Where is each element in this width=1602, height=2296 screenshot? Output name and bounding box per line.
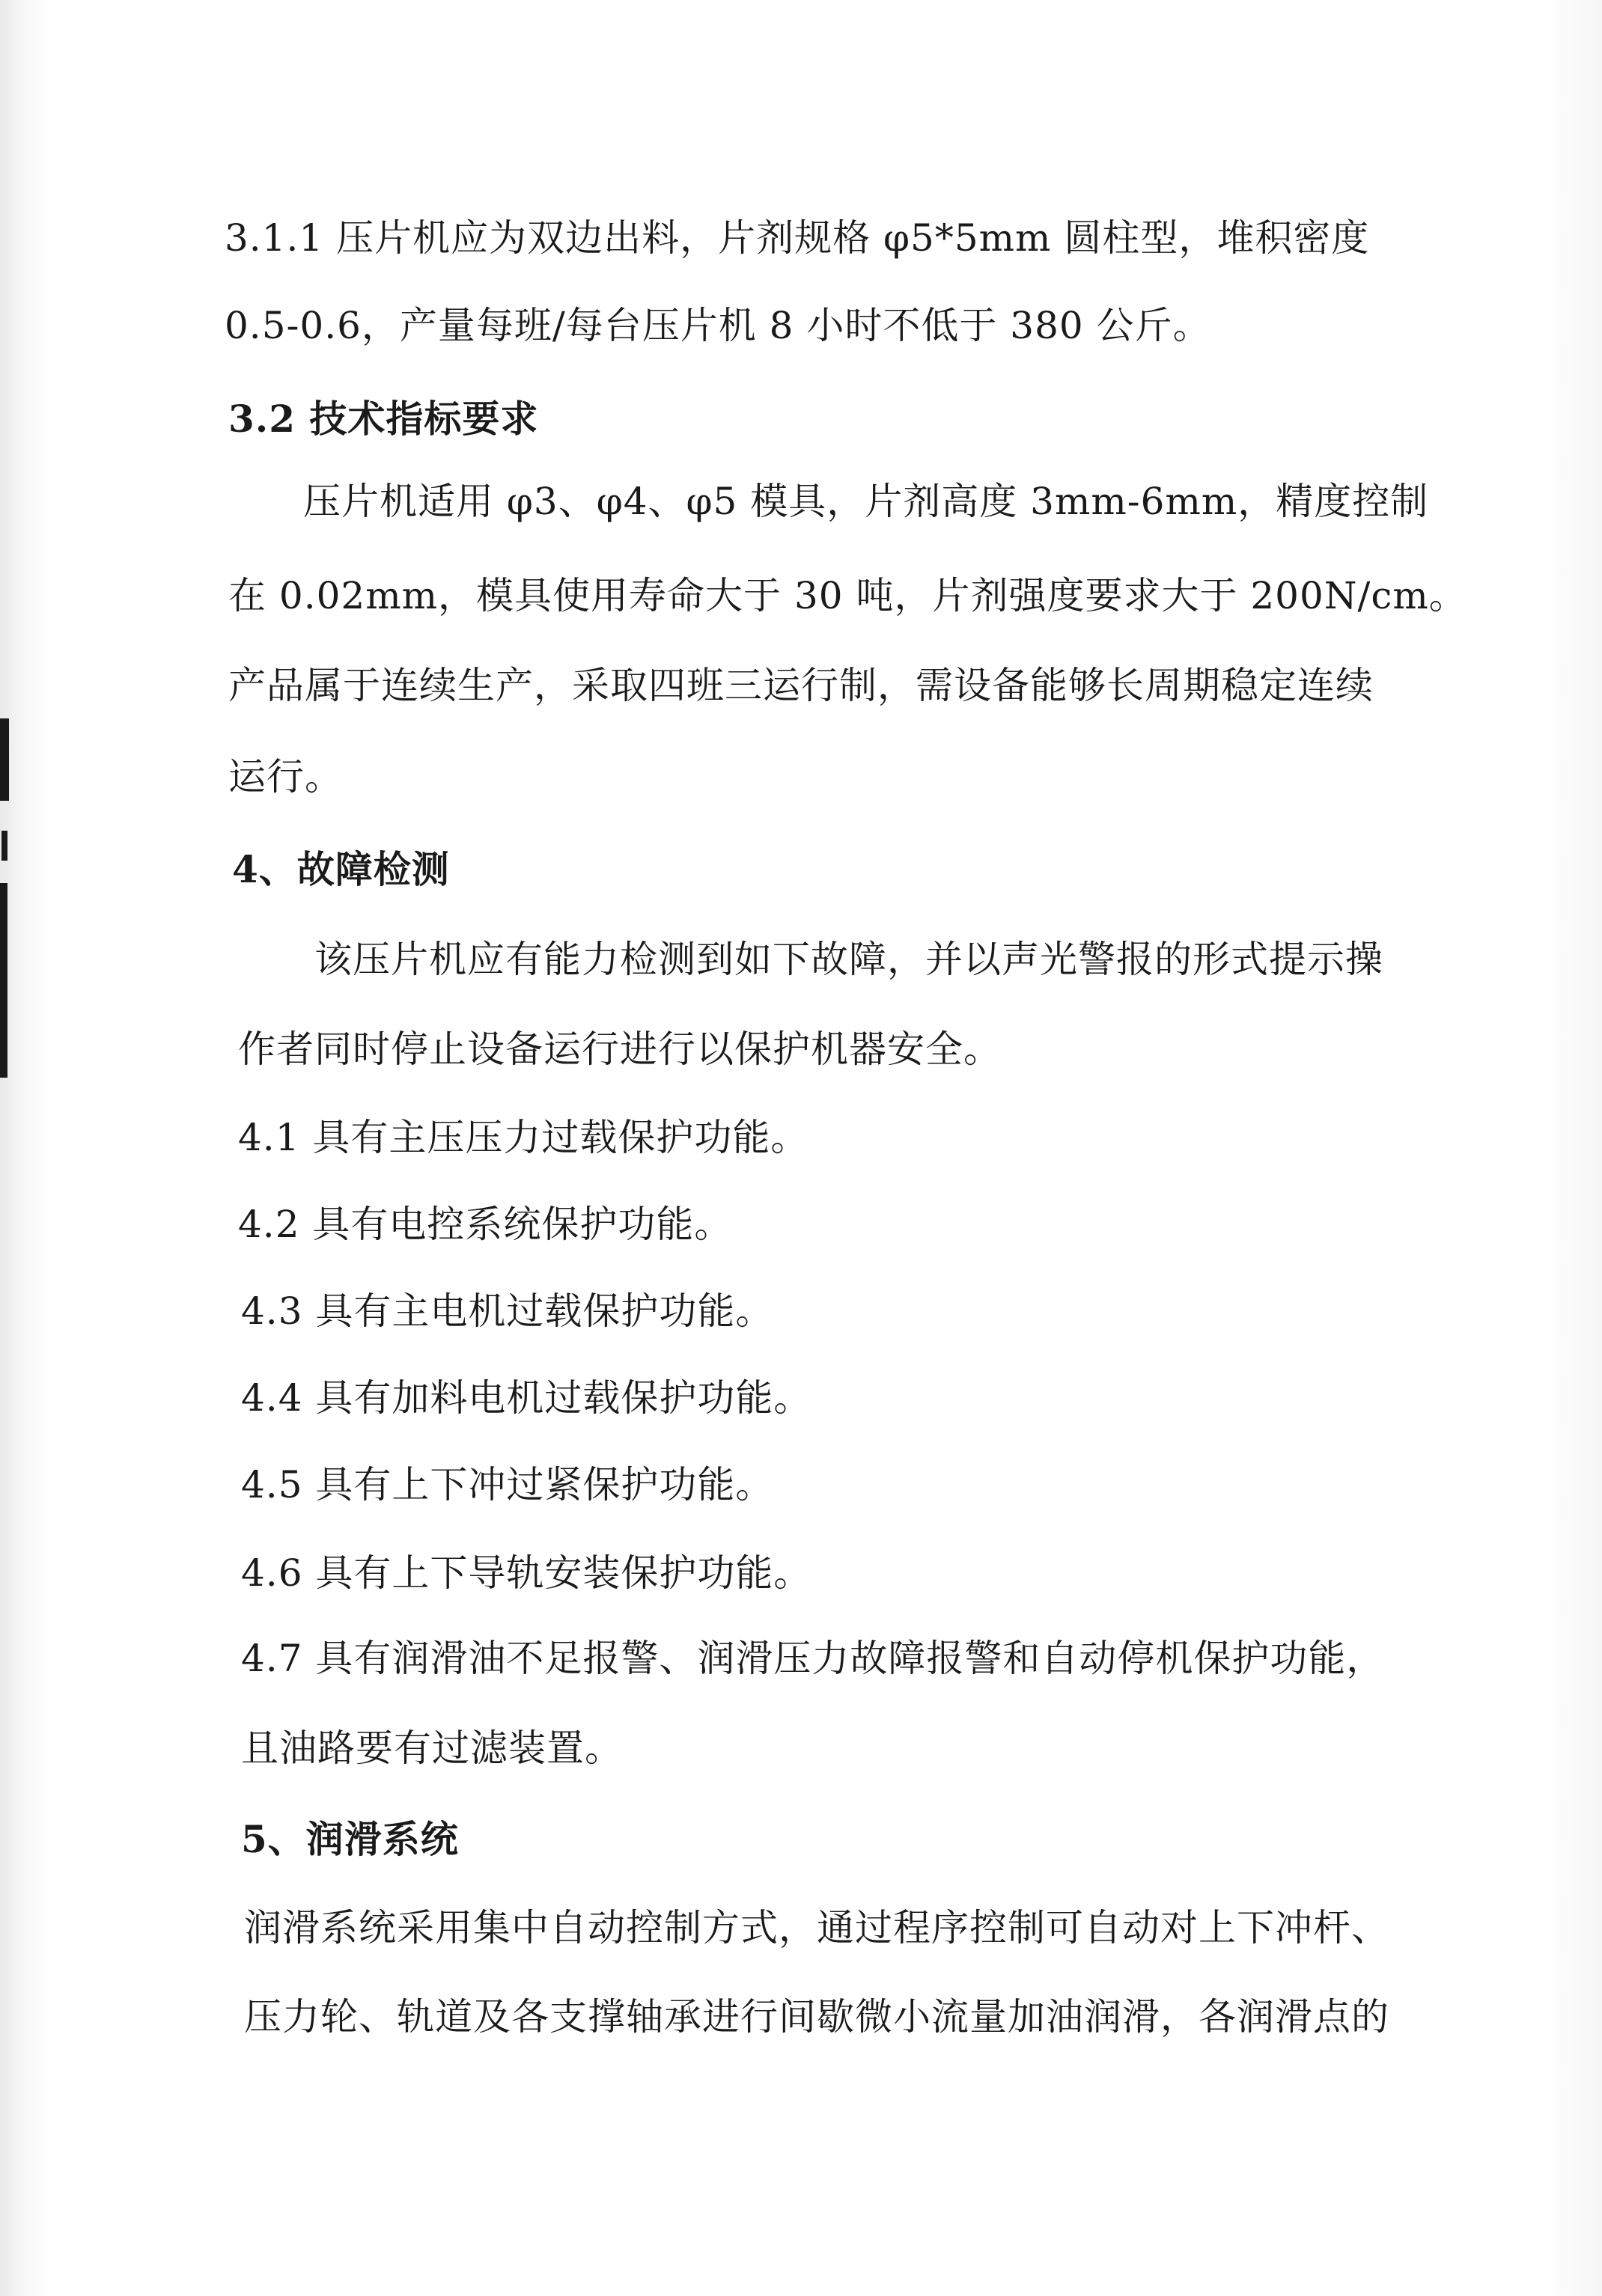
scan-edge-mark (0, 718, 9, 801)
list-item-4-4: 4.4 具有加料电机过载保护功能。 (241, 1376, 812, 1420)
list-item-4-3: 4.3 具有主电机过载保护功能。 (241, 1289, 774, 1333)
list-item-4-7: 4.7 具有润滑油不足报警、润滑压力故障报警和自动停机保护功能， (241, 1637, 1385, 1680)
paragraph-line: 润滑系统采用集中自动控制方式，通过程序控制可自动对上下冲杆、 (244, 1906, 1389, 1950)
paragraph-line: 且油路要有过滤装置。 (241, 1726, 623, 1770)
paragraph-line: 在 0.02mm，模具使用寿命大于 30 吨，片剂强度要求大于 200N/cm。 (228, 574, 1467, 617)
paragraph-line: 运行。 (228, 755, 343, 799)
paragraph-line: 该压片机应有能力检测到如下故障，并以声光警报的形式提示操 (314, 938, 1383, 981)
paragraph-line: 3.1.1 压片机应为双边出料，片剂规格 φ5*5mm 圆柱型，堆积密度 (225, 216, 1370, 260)
list-item-4-2: 4.2 具有电控系统保护功能。 (238, 1203, 733, 1246)
paragraph-line: 压力轮、轨道及各支撑轴承进行间歇微小流量加油润滑，各润滑点的 (244, 1995, 1389, 2039)
paragraph-line: 产品属于连续生产，采取四班三运行制，需设备能够长周期稳定连续 (228, 664, 1374, 707)
paragraph-line: 0.5-0.6，产量每班/每台压片机 8 小时不低于 380 公斤。 (225, 304, 1211, 347)
section-heading-5: 5、润滑系统 (241, 1817, 459, 1861)
scan-edge-mark (0, 883, 7, 1078)
paragraph-line: 作者同时停止设备运行进行以保护机器安全。 (238, 1028, 1002, 1071)
list-item-4-5: 4.5 具有上下冲过紧保护功能。 (241, 1463, 774, 1506)
list-item-4-6: 4.6 具有上下导轨安装保护功能。 (241, 1551, 812, 1595)
paragraph-line: 压片机适用 φ3、φ4、φ5 模具，片剂高度 3mm-6mm，精度控制 (303, 480, 1429, 523)
scan-edge-mark (1, 831, 7, 861)
section-heading-3-2: 3.2 技术指标要求 (228, 397, 539, 441)
list-item-4-1: 4.1 具有主压压力过载保护功能。 (238, 1116, 809, 1159)
section-heading-4: 4、故障检测 (232, 847, 450, 891)
